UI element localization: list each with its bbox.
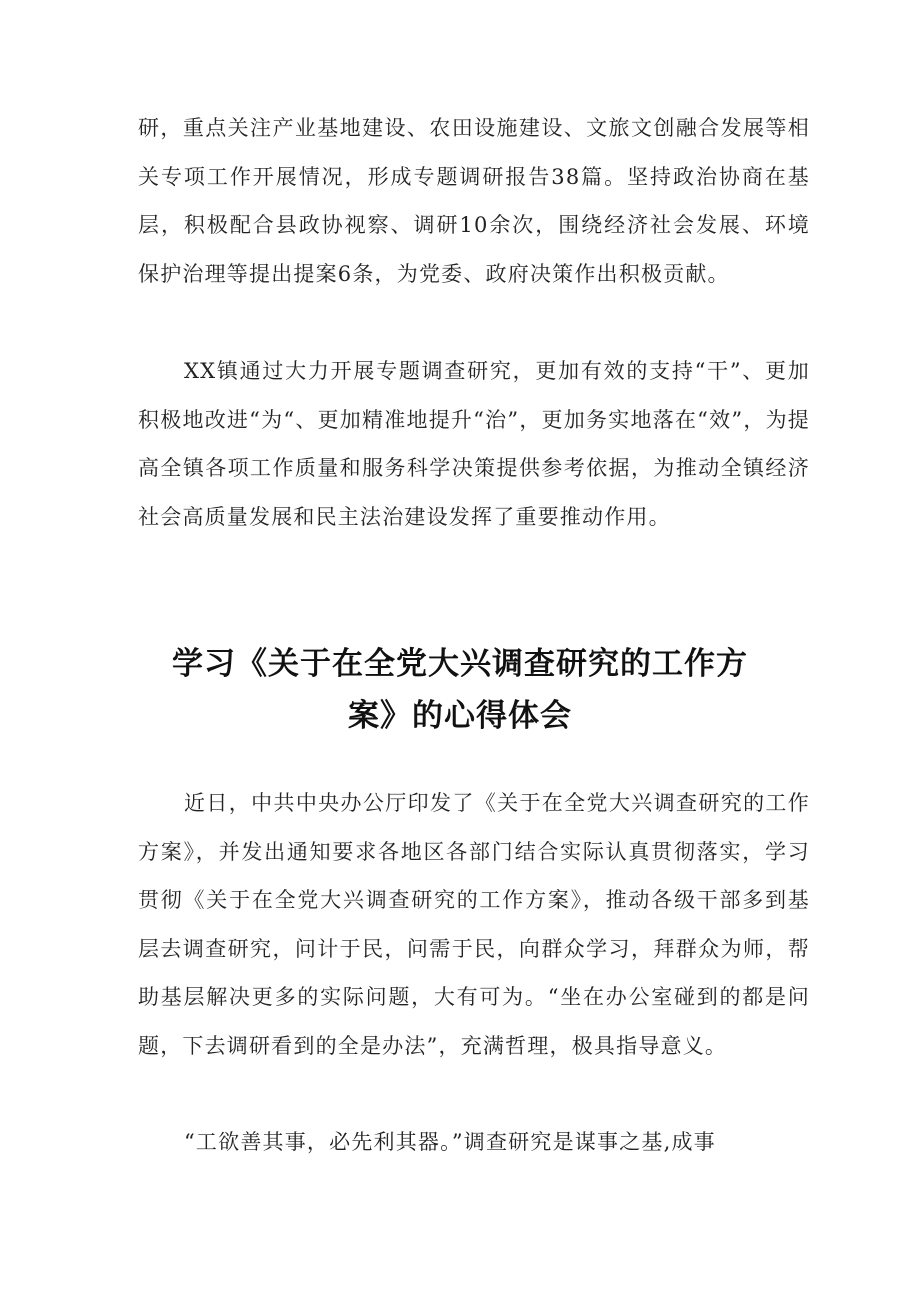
paragraph-research-continuation: 研，重点关注产业基地建设、农田设施建设、文旅文创融合发展等相关专项工作开展情况，形成专题调研报告38篇。坚持政治协商在基层，积极配合县政协视察、调研10余次，围绕经济社会发展、环境保护治理等提出提案6条，为党委、政府决策作出积极贡献。 xyxy=(138,116,810,286)
paragraph-quote: “工欲善其事，必先利其器。”调查研究是谋事之基,成事 xyxy=(184,1130,716,1154)
article-title-line-1: 学习《关于在全党大兴调查研究的工作方 xyxy=(172,646,748,682)
paragraph-town-summary: XX镇通过大力开展专题调查研究，更加有效的支持“干”、更加积极地改进“为“、更加精准地提升“治”，更加务实地落在“效”，为提高全镇各项工作质量和服务科学决策提供参考依据，为推动全镇经济社会高质量发展和民主法治建设发挥了重要推动作用。 xyxy=(138,359,810,529)
article-title-line-2: 案》的心得体会 xyxy=(348,698,572,734)
article-title xyxy=(118,638,802,742)
paragraph-intro: 近日，中共中央办公厅印发了《关于在全党大兴调查研究的工作方案》，并发出通知要求各地区各部门结合实际认真贯彻落实，学习贯彻《关于在全党大兴调查研究的工作方案》，推动各级干部多到基层去调查研究，问计于民，问需于民，向群众学习，拜群众为师，帮助基层解决更多的实际问题，大有可为。“坐在办公室碰到的都是问题，下去调研看到的全是办法”，充满哲理，极具指导意义。 xyxy=(138,791,810,1058)
